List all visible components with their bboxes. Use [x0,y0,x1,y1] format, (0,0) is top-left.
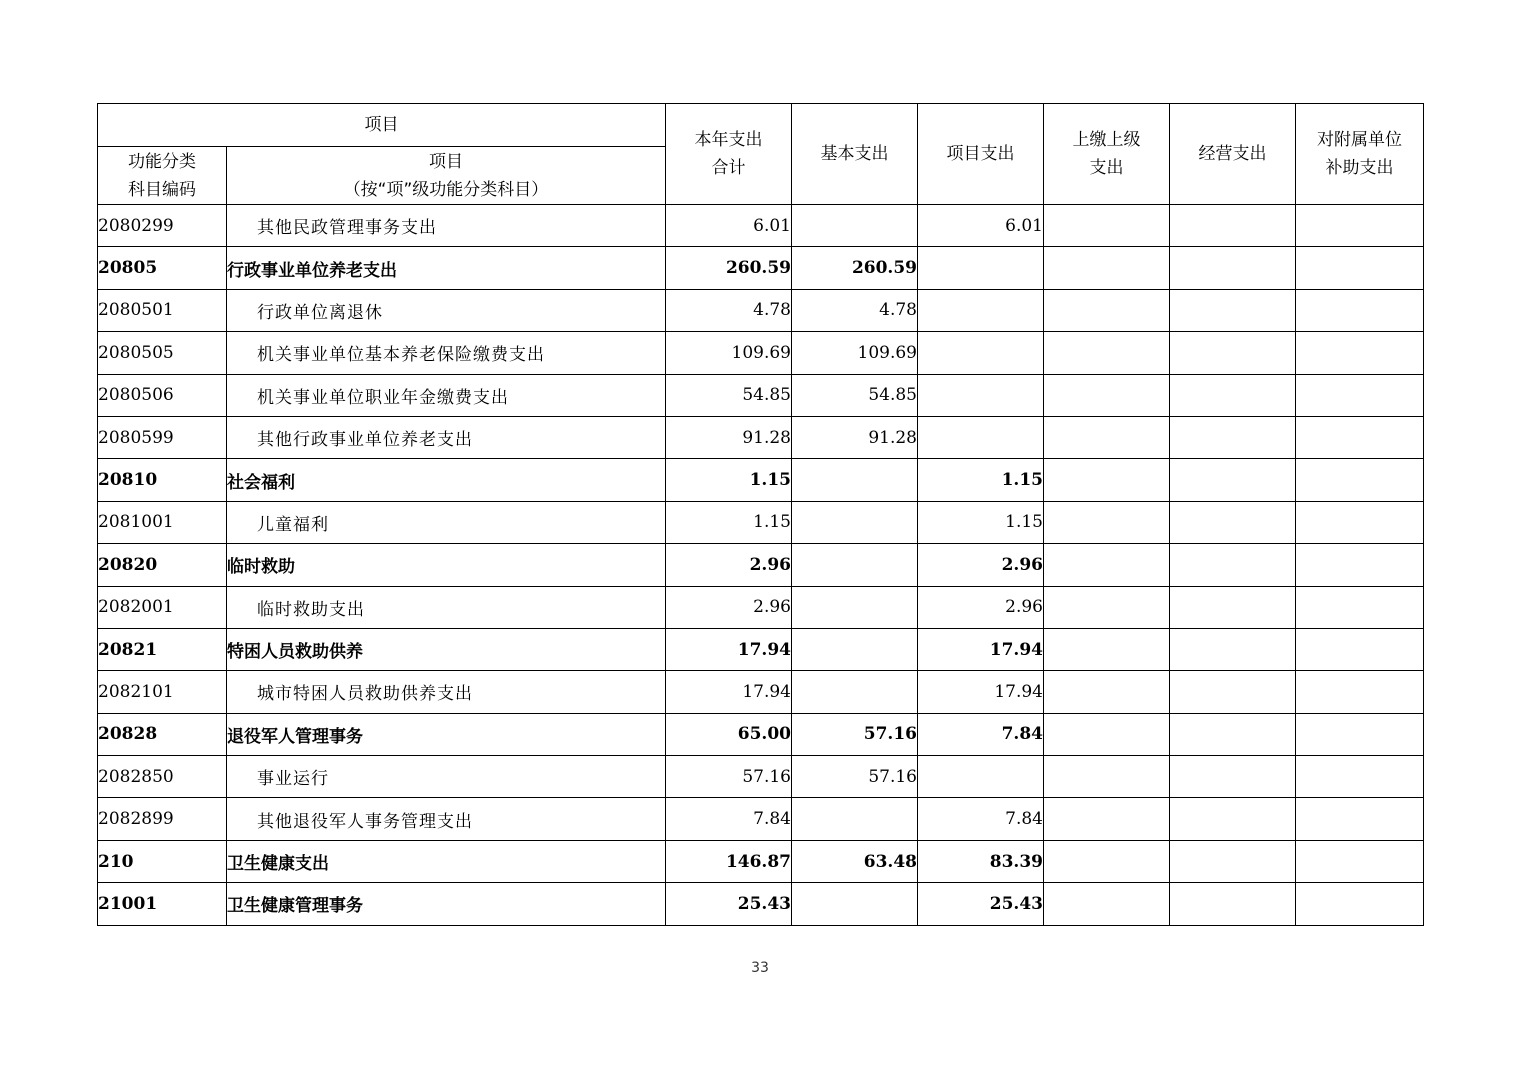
table-header [98,104,1424,205]
cell-subsidy [1296,586,1424,628]
header-project-group [98,104,666,147]
table-row [98,883,1424,925]
cell-business [1170,883,1296,925]
page-number: 33 [751,960,769,976]
table-row [98,671,1424,713]
cell-business [1170,416,1296,458]
cell-basic [792,586,918,628]
cell-code: 20828 [98,713,227,755]
cell-business [1170,205,1296,247]
cell-upper [1044,501,1170,543]
header-subsidy [1296,104,1424,205]
cell-upper [1044,798,1170,840]
cell-code: 2082850 [98,756,227,798]
cell-upper [1044,205,1170,247]
cell-subsidy [1296,289,1424,331]
cell-subsidy [1296,374,1424,416]
cell-business [1170,671,1296,713]
header-name-line1: 项目 [429,151,463,172]
header-subsidy-line2: 补助支出 [1325,158,1394,178]
header-basic-label: 基本支出 [820,144,889,164]
cell-business [1170,247,1296,289]
cell-project: 7.84 [918,713,1044,755]
cell-total: 57.16 [666,756,792,798]
header-project-label: 项目支出 [946,144,1015,164]
cell-code: 2082001 [98,586,227,628]
cell-upper [1044,289,1170,331]
cell-total: 17.94 [666,671,792,713]
table-row [98,840,1424,882]
cell-subsidy [1296,756,1424,798]
cell-code: 2082101 [98,671,227,713]
cell-name: 临时救助 [227,544,666,586]
table-body [98,205,1424,926]
cell-business [1170,756,1296,798]
header-code [98,147,227,205]
cell-name: 特困人员救助供养 [227,628,666,670]
cell-name: 行政事业单位养老支出 [227,247,666,289]
cell-code: 20810 [98,459,227,501]
cell-total: 25.43 [666,883,792,925]
header-total [666,104,792,205]
cell-upper [1044,840,1170,882]
cell-project [918,289,1044,331]
table-row [98,713,1424,755]
cell-business [1170,544,1296,586]
cell-code: 2080501 [98,289,227,331]
cell-project: 2.96 [918,586,1044,628]
cell-subsidy [1296,628,1424,670]
cell-project: 2.96 [918,544,1044,586]
header-upper [1044,104,1170,205]
cell-code: 2080505 [98,332,227,374]
cell-upper [1044,544,1170,586]
cell-business [1170,459,1296,501]
cell-project [918,756,1044,798]
cell-basic: 4.78 [792,289,918,331]
header-upper-line1: 上缴上级 [1072,130,1141,150]
cell-subsidy [1296,416,1424,458]
cell-upper [1044,671,1170,713]
header-upper-line2: 支出 [1089,158,1124,178]
cell-basic: 91.28 [792,416,918,458]
table-row [98,756,1424,798]
header-project-group-label: 项目 [364,115,399,135]
cell-total: 2.96 [666,544,792,586]
cell-project: 17.94 [918,671,1044,713]
cell-name: 退役军人管理事务 [227,713,666,755]
cell-name: 临时救助支出 [227,586,666,628]
header-total-line1: 本年支出 [694,130,763,150]
cell-subsidy [1296,332,1424,374]
cell-total: 146.87 [666,840,792,882]
cell-basic: 54.85 [792,374,918,416]
cell-total: 65.00 [666,713,792,755]
cell-name: 机关事业单位职业年金缴费支出 [227,374,666,416]
header-project [918,104,1044,205]
header-name-line2: （按“项”级功能分类科目） [343,179,549,200]
cell-basic: 109.69 [792,332,918,374]
cell-business [1170,713,1296,755]
cell-name: 其他民政管理事务支出 [227,205,666,247]
cell-code: 2080506 [98,374,227,416]
cell-total: 1.15 [666,501,792,543]
cell-business [1170,628,1296,670]
cell-total: 7.84 [666,798,792,840]
cell-basic: 63.48 [792,840,918,882]
header-business [1170,104,1296,205]
table-row [98,289,1424,331]
cell-business [1170,289,1296,331]
cell-total: 2.96 [666,586,792,628]
cell-subsidy [1296,671,1424,713]
table-row [98,544,1424,586]
cell-basic [792,501,918,543]
cell-basic [792,544,918,586]
cell-subsidy [1296,544,1424,586]
cell-name: 儿童福利 [227,501,666,543]
cell-project: 83.39 [918,840,1044,882]
cell-code: 2080599 [98,416,227,458]
cell-basic: 260.59 [792,247,918,289]
cell-name: 事业运行 [227,756,666,798]
cell-name: 卫生健康管理事务 [227,883,666,925]
cell-upper [1044,713,1170,755]
cell-basic: 57.16 [792,713,918,755]
cell-upper [1044,374,1170,416]
header-code-line1: 功能分类 [128,151,196,172]
cell-basic [792,671,918,713]
cell-subsidy [1296,459,1424,501]
cell-basic [792,798,918,840]
header-total-line2: 合计 [711,158,746,178]
cell-name: 行政单位离退休 [227,289,666,331]
cell-project: 25.43 [918,883,1044,925]
cell-subsidy [1296,205,1424,247]
cell-total: 4.78 [666,289,792,331]
cell-basic [792,459,918,501]
cell-code: 2081001 [98,501,227,543]
cell-total: 109.69 [666,332,792,374]
cell-name: 其他退役军人事务管理支出 [227,798,666,840]
cell-code: 2082899 [98,798,227,840]
cell-total: 91.28 [666,416,792,458]
cell-project: 1.15 [918,501,1044,543]
cell-business [1170,798,1296,840]
expenditure-table [97,103,1424,926]
cell-total: 54.85 [666,374,792,416]
table-row [98,247,1424,289]
cell-upper [1044,416,1170,458]
cell-subsidy [1296,501,1424,543]
cell-business [1170,501,1296,543]
cell-project: 7.84 [918,798,1044,840]
cell-upper [1044,586,1170,628]
table-row [98,205,1424,247]
cell-upper [1044,247,1170,289]
table-row [98,374,1424,416]
cell-total: 6.01 [666,205,792,247]
cell-code: 20821 [98,628,227,670]
cell-total: 1.15 [666,459,792,501]
cell-business [1170,374,1296,416]
header-business-label: 经营支出 [1198,144,1267,164]
header-name [227,147,666,205]
cell-name: 社会福利 [227,459,666,501]
cell-project [918,247,1044,289]
cell-code: 210 [98,840,227,882]
cell-project [918,374,1044,416]
table-row [98,332,1424,374]
cell-business [1170,586,1296,628]
cell-project [918,332,1044,374]
cell-name: 卫生健康支出 [227,840,666,882]
cell-code: 2080299 [98,205,227,247]
header-basic [792,104,918,205]
table-row [98,416,1424,458]
cell-upper [1044,883,1170,925]
cell-project: 6.01 [918,205,1044,247]
table-row [98,798,1424,840]
cell-total: 260.59 [666,247,792,289]
cell-project [918,416,1044,458]
cell-upper [1044,332,1170,374]
cell-name: 城市特困人员救助供养支出 [227,671,666,713]
cell-upper [1044,756,1170,798]
cell-name: 其他行政事业单位养老支出 [227,416,666,458]
cell-basic [792,883,918,925]
cell-business [1170,332,1296,374]
cell-code: 21001 [98,883,227,925]
table-row [98,586,1424,628]
cell-project: 1.15 [918,459,1044,501]
cell-subsidy [1296,247,1424,289]
cell-basic [792,205,918,247]
cell-upper [1044,628,1170,670]
cell-code: 20820 [98,544,227,586]
cell-project: 17.94 [918,628,1044,670]
cell-subsidy [1296,713,1424,755]
cell-subsidy [1296,840,1424,882]
header-subsidy-line1: 对附属单位 [1317,130,1402,150]
cell-code: 20805 [98,247,227,289]
cell-subsidy [1296,798,1424,840]
cell-basic: 57.16 [792,756,918,798]
cell-total: 17.94 [666,628,792,670]
cell-name: 机关事业单位基本养老保险缴费支出 [227,332,666,374]
cell-upper [1044,459,1170,501]
cell-business [1170,840,1296,882]
header-code-line2: 科目编码 [128,179,196,200]
cell-subsidy [1296,883,1424,925]
table-row [98,459,1424,501]
cell-basic [792,628,918,670]
table-row [98,628,1424,670]
table-row [98,501,1424,543]
